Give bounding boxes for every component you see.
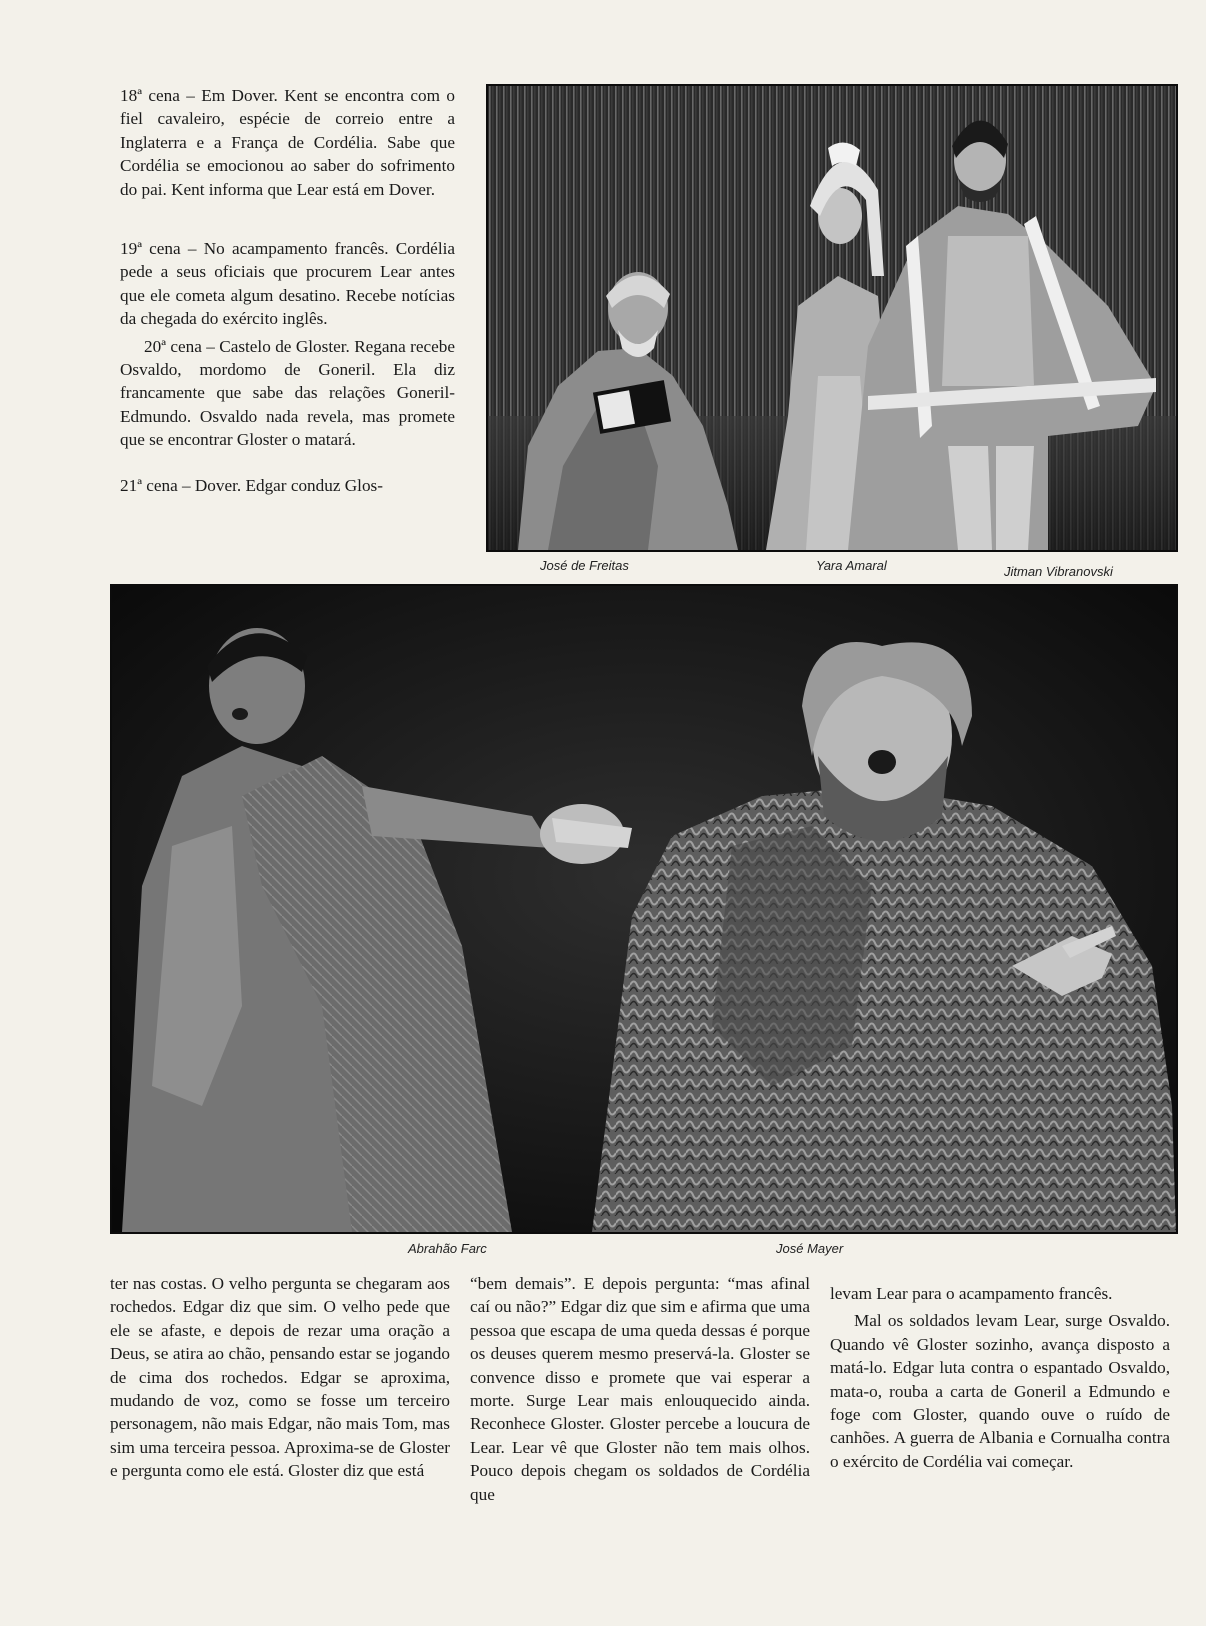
scene-21-paragraph: 21ª cena – Dover. Edgar conduz Glos-: [120, 475, 383, 495]
bottom-column-1: [110, 1272, 450, 1483]
caption-jose-de-freitas: José de Freitas: [540, 558, 629, 573]
scene-20-paragraph: 20ª cena – Castelo de Gloster. Regana recebe Osvaldo, mordomo de Goneril. Ela diz francamente que sabe das relações Goneril-Edmundo. Osvaldo nada revela, mas promete que se encontrar Gloster o matará.: [120, 336, 455, 450]
stage-photo-three-actors: [486, 84, 1178, 552]
caption-jitman-vibranovski: Jitman Vibranovski: [1004, 564, 1113, 579]
bottom-column-3: [830, 1282, 1170, 1473]
scene-18-paragraph: 18ª cena – Em Dover. Kent se encontra com o fiel cavaleiro, espécie de correio entre a Inglaterra e a França de Cordélia. Sabe que Cordélia se emocionou ao saber do sofrimento do pai. Kent informa que Lear está em Dover.: [120, 86, 455, 199]
column-2-paragraph: “bem demais”. E depois pergunta: “mas afinal caí ou não?” Edgar diz que sim e afirma que uma pessoa que escapa de uma queda dessas é porque os deuses querem mesmo preservá-la. Gloster se convence disso e promete que vai esperar a morte. Surge Lear mais enlouquecido ainda. Reconhece Gloster. Gloster percebe a loucura de Lear. Lear vê que Gloster não tem mais olhos. Pouco depois chegam os soldados de Cordélia que: [470, 1274, 810, 1504]
scene-19-paragraph: 19ª cena – No acampamento francês. Cordélia pede a seus oficiais que procurem Lear antes que ele cometa algum desatino. Recebe notícias da chegada do exército inglês.: [120, 239, 455, 329]
column-3-paragraph-1: levam Lear para o acampamento francês.: [830, 1284, 1113, 1303]
stage-photo-edgar-gloster-drawing: [112, 586, 1176, 1232]
caption-jose-mayer: José Mayer: [776, 1241, 844, 1256]
bottom-column-2: [470, 1272, 810, 1506]
stage-photo-edgar-gloster: [110, 584, 1178, 1234]
caption-abrahao-farc: Abrahão Farc: [408, 1241, 487, 1256]
column-3-paragraph-2: Mal os soldados levam Lear, surge Osvaldo. Quando vê Gloster sozinho, avança disposto a matá-lo. Edgar luta contra o espantado Osvaldo, mata-o, rouba a carta de Goneril a Edmundo e foge com Gloster, quando ouve o ruído de canhões. A guerra de Albania e Cornualha contra o exército de Cordélia vai começar.: [830, 1311, 1170, 1471]
column-1-paragraph: ter nas costas. O velho pergunta se chegaram aos rochedos. Edgar diz que sim. O velho pede que ele se afaste, e depois de rezar uma oração a Deus, se atira ao chão, pensando estar se jogando de cima dos rochedos. Edgar se aproxima, mudando de voz, como se fosse um terceiro personagem, não mais Edgar, não mais Tom, mas sim uma terceira pessoa. Aproxima-se de Gloster e pergunta como ele está. Gloster diz que está: [110, 1274, 450, 1481]
stage-photo-three-actors-drawing: [488, 86, 1176, 550]
top-text-column: [120, 84, 455, 497]
caption-yara-amaral: Yara Amaral: [816, 558, 887, 573]
